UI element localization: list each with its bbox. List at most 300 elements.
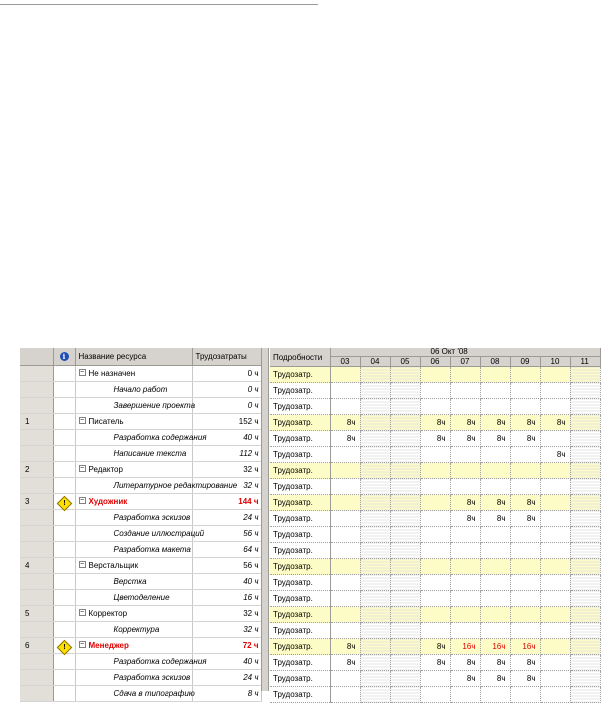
work-value-cell[interactable]: 16ч: [480, 639, 510, 655]
work-cell[interactable]: 8 ч: [192, 686, 261, 702]
work-value-cell[interactable]: [570, 383, 600, 399]
work-value-cell[interactable]: [420, 623, 450, 639]
resource-name-cell[interactable]: [75, 670, 192, 686]
work-value-cell[interactable]: [390, 671, 420, 687]
work-value-cell[interactable]: [570, 463, 600, 479]
work-value-cell[interactable]: [390, 367, 420, 383]
work-value-cell[interactable]: [390, 607, 420, 623]
work-value-cell[interactable]: [420, 367, 450, 383]
resource-row[interactable]: [20, 686, 261, 702]
indicator-cell: [53, 654, 75, 670]
work-value-cell[interactable]: 8ч: [450, 495, 480, 511]
work-value-cell[interactable]: [390, 431, 420, 447]
work-value-cell[interactable]: [390, 591, 420, 607]
work-value-cell[interactable]: 8ч: [450, 511, 480, 527]
work-cell[interactable]: 32 ч: [192, 462, 261, 478]
work-value-cell[interactable]: 8ч: [450, 415, 480, 431]
work-value-cell[interactable]: 8ч: [540, 415, 570, 431]
work-value-cell[interactable]: [570, 607, 600, 623]
work-value-cell[interactable]: [480, 527, 510, 543]
work-value-cell[interactable]: [360, 671, 390, 687]
work-value-cell[interactable]: [420, 399, 450, 415]
work-value-cell[interactable]: [330, 399, 360, 415]
work-value-cell[interactable]: [540, 575, 570, 591]
work-cell[interactable]: 56 ч: [192, 526, 261, 542]
work-value-cell[interactable]: [540, 367, 570, 383]
resource-name-cell[interactable]: [75, 606, 192, 622]
work-value-cell[interactable]: [330, 383, 360, 399]
work-value-cell[interactable]: [390, 639, 420, 655]
row-number[interactable]: [20, 526, 53, 542]
work-cell[interactable]: 56 ч: [192, 558, 261, 574]
work-value-cell[interactable]: [420, 687, 450, 703]
work-value-cell[interactable]: [450, 527, 480, 543]
work-value-cell[interactable]: [540, 463, 570, 479]
collapse-icon[interactable]: −: [79, 561, 85, 569]
work-value-cell[interactable]: [390, 543, 420, 559]
work-value-cell[interactable]: [540, 623, 570, 639]
resource-name-cell[interactable]: [75, 542, 192, 558]
work-value-cell[interactable]: 8ч: [480, 495, 510, 511]
work-value-cell[interactable]: [330, 559, 360, 575]
work-value-cell[interactable]: [510, 463, 540, 479]
work-cell[interactable]: 112 ч: [192, 446, 261, 462]
work-value-cell[interactable]: [570, 559, 600, 575]
work-value-cell[interactable]: [540, 543, 570, 559]
work-value-cell[interactable]: [360, 527, 390, 543]
collapse-icon[interactable]: −: [79, 465, 85, 473]
work-value-cell[interactable]: [420, 479, 450, 495]
work-value-cell[interactable]: 8ч: [480, 655, 510, 671]
work-value-cell[interactable]: [510, 575, 540, 591]
work-value-cell[interactable]: 8ч: [510, 495, 540, 511]
resource-name-cell[interactable]: [75, 382, 192, 398]
row-number[interactable]: [20, 542, 53, 558]
work-cell[interactable]: 144 ч: [192, 494, 261, 510]
resource-row[interactable]: [20, 398, 261, 414]
work-value-cell[interactable]: [540, 479, 570, 495]
work-value-cell[interactable]: 8ч: [420, 431, 450, 447]
resource-name-cell[interactable]: [75, 398, 196, 414]
resource-name-cell[interactable]: [75, 478, 238, 494]
work-value-cell[interactable]: [570, 415, 600, 431]
work-value-cell[interactable]: [330, 687, 360, 703]
work-value-cell[interactable]: [570, 687, 600, 703]
work-value-cell[interactable]: [360, 431, 390, 447]
work-value-cell[interactable]: [480, 399, 510, 415]
work-value-cell[interactable]: 16ч: [510, 639, 540, 655]
work-value-cell[interactable]: [330, 575, 360, 591]
resource-name-cell[interactable]: [75, 654, 207, 670]
overallocation-warning-icon[interactable]: !: [56, 640, 72, 656]
work-value-cell[interactable]: [420, 607, 450, 623]
resource-name-cell[interactable]: [75, 494, 192, 510]
work-value-cell[interactable]: [450, 575, 480, 591]
resource-name-cell[interactable]: [75, 414, 192, 430]
work-value-cell[interactable]: [360, 367, 390, 383]
work-value-cell[interactable]: [360, 687, 390, 703]
work-value-cell[interactable]: [570, 655, 600, 671]
work-value-cell[interactable]: [450, 607, 480, 623]
work-value-cell[interactable]: [420, 447, 450, 463]
work-value-cell[interactable]: 8ч: [480, 431, 510, 447]
work-value-cell[interactable]: [510, 543, 540, 559]
work-value-cell[interactable]: [480, 447, 510, 463]
work-value-cell[interactable]: [420, 591, 450, 607]
work-value-cell[interactable]: [540, 639, 570, 655]
work-value-cell[interactable]: [540, 671, 570, 687]
work-value-cell[interactable]: [510, 607, 540, 623]
work-value-cell[interactable]: [390, 559, 420, 575]
resource-row[interactable]: [20, 414, 261, 430]
resource-name: Разработка макета: [113, 545, 191, 554]
work-value-cell[interactable]: [480, 463, 510, 479]
work-value-cell[interactable]: [450, 383, 480, 399]
work-value-cell[interactable]: [360, 399, 390, 415]
work-cell[interactable]: 40 ч: [192, 430, 261, 446]
work-value-cell[interactable]: 8ч: [540, 447, 570, 463]
work-value-cell[interactable]: [450, 399, 480, 415]
resource-row[interactable]: [20, 590, 261, 606]
work-value-cell[interactable]: 8ч: [330, 431, 360, 447]
work-value-cell[interactable]: [540, 383, 570, 399]
work-value-cell[interactable]: [390, 511, 420, 527]
row-number[interactable]: [20, 430, 53, 446]
work-value-cell[interactable]: [420, 543, 450, 559]
work-value-cell[interactable]: [540, 431, 570, 447]
row-number[interactable]: [20, 446, 53, 462]
work-value-cell[interactable]: [570, 591, 600, 607]
work-value-cell[interactable]: [480, 543, 510, 559]
work-value-cell[interactable]: [330, 623, 360, 639]
work-value-cell[interactable]: 8ч: [330, 655, 360, 671]
work-value-cell[interactable]: [450, 479, 480, 495]
row-number[interactable]: [20, 510, 53, 526]
row-number-header[interactable]: [20, 348, 53, 366]
resource-name-header[interactable]: Название ресурса: [75, 348, 192, 366]
work-cell[interactable]: 32 ч: [192, 478, 261, 494]
row-number[interactable]: [20, 478, 53, 494]
indicator-cell: [53, 686, 75, 702]
resource-name-cell[interactable]: [75, 622, 192, 638]
resource-name-cell[interactable]: [75, 462, 192, 478]
resource-name-cell[interactable]: [75, 510, 192, 526]
work-value-cell[interactable]: [420, 383, 450, 399]
work-value-cell[interactable]: [510, 687, 540, 703]
resource-row[interactable]: [20, 526, 261, 542]
work-value-cell[interactable]: [570, 639, 600, 655]
work-value-cell[interactable]: [360, 479, 390, 495]
row-number[interactable]: [20, 670, 53, 686]
detail-label: Трудозатр.: [270, 479, 330, 495]
work-value-cell[interactable]: [480, 479, 510, 495]
work-value-cell[interactable]: [480, 607, 510, 623]
resource-name: Сдача в типографию: [113, 689, 195, 698]
work-value-cell[interactable]: [390, 399, 420, 415]
work-value-cell[interactable]: [480, 367, 510, 383]
work-value-cell[interactable]: [480, 575, 510, 591]
work-value-cell[interactable]: [510, 479, 540, 495]
work-value-cell[interactable]: [360, 575, 390, 591]
row-number[interactable]: 3: [20, 494, 53, 510]
work-value-cell[interactable]: [330, 367, 360, 383]
work-cell[interactable]: 32 ч: [192, 622, 261, 638]
work-value-cell[interactable]: [540, 495, 570, 511]
work-value-cell[interactable]: [510, 591, 540, 607]
row-number[interactable]: 1: [20, 414, 53, 430]
work-value-cell[interactable]: [420, 575, 450, 591]
work-value-cell[interactable]: [390, 623, 420, 639]
work-value-cell[interactable]: [390, 655, 420, 671]
work-value-cell[interactable]: 8ч: [510, 431, 540, 447]
work-value-cell[interactable]: 8ч: [450, 431, 480, 447]
resource-row[interactable]: [20, 494, 261, 510]
work-value-cell[interactable]: [360, 591, 390, 607]
work-value-cell[interactable]: 8ч: [510, 415, 540, 431]
row-number[interactable]: [20, 622, 53, 638]
row-number[interactable]: [20, 654, 53, 670]
work-value-cell[interactable]: [360, 655, 390, 671]
work-value-cell[interactable]: [390, 495, 420, 511]
row-number[interactable]: [20, 686, 53, 702]
detail-label: Трудозатр.: [270, 671, 330, 687]
work-value-cell[interactable]: [330, 543, 360, 559]
work-value-cell[interactable]: [450, 591, 480, 607]
work-value-cell[interactable]: 8ч: [420, 415, 450, 431]
work-value-cell[interactable]: [390, 687, 420, 703]
row-number[interactable]: 4: [20, 558, 53, 574]
work-value-cell[interactable]: [480, 559, 510, 575]
work-value-cell[interactable]: [420, 559, 450, 575]
work-value-cell[interactable]: [420, 511, 450, 527]
work-value-cell[interactable]: 8ч: [420, 655, 450, 671]
resource-name-cell[interactable]: [75, 638, 192, 654]
indicator-cell: [53, 558, 75, 574]
work-value-cell[interactable]: [390, 463, 420, 479]
details-header[interactable]: Подробности: [270, 348, 330, 367]
work-value-cell[interactable]: [570, 623, 600, 639]
work-header[interactable]: Трудозатраты: [192, 348, 261, 366]
work-cell[interactable]: 0 ч: [192, 366, 261, 382]
collapse-icon[interactable]: −: [79, 497, 85, 505]
resource-name-cell[interactable]: [75, 558, 192, 574]
work-value-cell[interactable]: [570, 479, 600, 495]
work-value-cell[interactable]: [450, 543, 480, 559]
work-value-cell[interactable]: [360, 607, 390, 623]
work-value-cell[interactable]: [510, 399, 540, 415]
resource-name-cell[interactable]: [75, 686, 195, 702]
resource-row[interactable]: [20, 558, 261, 574]
work-cell[interactable]: 40 ч: [192, 574, 261, 590]
work-value-cell[interactable]: [360, 495, 390, 511]
resource-row[interactable]: [20, 366, 261, 382]
work-value-cell[interactable]: [480, 687, 510, 703]
work-value-cell[interactable]: [570, 671, 600, 687]
work-value-cell[interactable]: [420, 671, 450, 687]
indicators-header[interactable]: [53, 348, 75, 366]
indicator-cell: [53, 670, 75, 686]
resource-row[interactable]: [20, 670, 261, 686]
resource-name-cell[interactable]: [75, 574, 192, 590]
work-value-cell[interactable]: [360, 463, 390, 479]
resource-name-cell[interactable]: [75, 366, 192, 382]
work-value-cell[interactable]: [480, 383, 510, 399]
row-number[interactable]: [20, 574, 53, 590]
work-value-cell[interactable]: [540, 591, 570, 607]
work-value-cell[interactable]: 8ч: [510, 655, 540, 671]
work-value-cell[interactable]: [510, 623, 540, 639]
work-cell[interactable]: 64 ч: [192, 542, 261, 558]
resource-row[interactable]: [20, 382, 261, 398]
work-value-cell[interactable]: [360, 511, 390, 527]
row-number[interactable]: [20, 382, 53, 398]
work-value-cell[interactable]: 8ч: [480, 415, 510, 431]
work-value-cell[interactable]: [360, 559, 390, 575]
work-value-cell[interactable]: [540, 399, 570, 415]
work-value-cell[interactable]: [330, 495, 360, 511]
work-value-cell[interactable]: [390, 479, 420, 495]
work-value-cell[interactable]: [570, 399, 600, 415]
row-number[interactable]: [20, 398, 53, 414]
work-value-cell[interactable]: [390, 527, 420, 543]
work-value-cell[interactable]: [390, 447, 420, 463]
work-value-cell[interactable]: [480, 591, 510, 607]
work-value-cell[interactable]: [570, 431, 600, 447]
work-value-cell[interactable]: 16ч: [450, 639, 480, 655]
resource-row[interactable]: [20, 478, 261, 494]
work-value-cell[interactable]: [450, 367, 480, 383]
work-cell[interactable]: 16 ч: [192, 590, 261, 606]
work-value-cell[interactable]: [360, 623, 390, 639]
work-value-cell[interactable]: [360, 639, 390, 655]
resource-name-cell[interactable]: [75, 590, 192, 606]
collapse-icon[interactable]: −: [79, 369, 85, 377]
work-value-cell[interactable]: [540, 511, 570, 527]
work-cell[interactable]: 40 ч: [192, 654, 261, 670]
usage-row: [270, 655, 600, 671]
work-value-cell[interactable]: 8ч: [450, 671, 480, 687]
overallocation-warning-icon[interactable]: !: [56, 496, 72, 512]
work-value-cell[interactable]: 8ч: [420, 639, 450, 655]
work-cell[interactable]: 24 ч: [192, 670, 261, 686]
work-value-cell[interactable]: [360, 383, 390, 399]
work-value-cell[interactable]: [570, 511, 600, 527]
work-value-cell[interactable]: [420, 463, 450, 479]
collapse-icon[interactable]: −: [79, 417, 85, 425]
resource-name-cell[interactable]: [75, 446, 192, 462]
work-value-cell[interactable]: 8ч: [510, 671, 540, 687]
work-value-cell[interactable]: [540, 607, 570, 623]
row-number[interactable]: 6: [20, 638, 53, 654]
resource-row[interactable]: [20, 654, 261, 670]
work-value-cell[interactable]: 8ч: [480, 511, 510, 527]
work-value-cell[interactable]: [390, 415, 420, 431]
work-value-cell[interactable]: [540, 559, 570, 575]
work-value-cell[interactable]: 8ч: [330, 639, 360, 655]
resource-row[interactable]: [20, 446, 261, 462]
work-value-cell[interactable]: [570, 447, 600, 463]
work-value-cell[interactable]: [360, 447, 390, 463]
work-value-cell[interactable]: [480, 623, 510, 639]
work-value-cell[interactable]: [330, 527, 360, 543]
work-cell[interactable]: 24 ч: [192, 510, 261, 526]
work-value-cell[interactable]: [330, 447, 360, 463]
resource-name-cell[interactable]: [75, 526, 205, 542]
row-number[interactable]: [20, 366, 53, 382]
work-value-cell[interactable]: 8ч: [450, 655, 480, 671]
work-value-cell[interactable]: [510, 447, 540, 463]
work-cell[interactable]: 32 ч: [192, 606, 261, 622]
resource-row[interactable]: [20, 638, 261, 654]
collapse-icon[interactable]: −: [79, 609, 85, 617]
work-value-cell[interactable]: [330, 511, 360, 527]
work-value-cell[interactable]: [540, 687, 570, 703]
work-cell[interactable]: 152 ч: [192, 414, 261, 430]
work-value-cell[interactable]: [510, 383, 540, 399]
work-value-cell[interactable]: [360, 543, 390, 559]
resource-name-cell[interactable]: [75, 430, 207, 446]
resource-row[interactable]: [20, 622, 261, 638]
work-value-cell[interactable]: 8ч: [330, 415, 360, 431]
work-value-cell[interactable]: [570, 543, 600, 559]
work-value-cell[interactable]: [450, 463, 480, 479]
work-value-cell[interactable]: [330, 463, 360, 479]
resource-row[interactable]: [20, 430, 261, 446]
resource-row[interactable]: [20, 574, 261, 590]
work-value-cell[interactable]: [510, 367, 540, 383]
collapse-icon[interactable]: −: [79, 641, 85, 649]
work-value-cell[interactable]: [450, 687, 480, 703]
work-value-cell[interactable]: [390, 383, 420, 399]
row-number[interactable]: 5: [20, 606, 53, 622]
work-value-cell[interactable]: [570, 367, 600, 383]
row-number[interactable]: [20, 590, 53, 606]
work-value-cell[interactable]: [330, 479, 360, 495]
work-value-cell[interactable]: [510, 527, 540, 543]
work-value-cell[interactable]: 8ч: [480, 671, 510, 687]
resource-row[interactable]: [20, 542, 261, 558]
detail-label: Трудозатр.: [270, 447, 330, 463]
work-value-cell[interactable]: [540, 655, 570, 671]
work-value-cell[interactable]: [330, 671, 360, 687]
work-value-cell[interactable]: [450, 559, 480, 575]
work-value-cell[interactable]: [450, 623, 480, 639]
row-number[interactable]: 2: [20, 462, 53, 478]
info-icon: i: [60, 352, 69, 361]
resource-row[interactable]: [20, 462, 261, 478]
work-value-cell[interactable]: 8ч: [510, 511, 540, 527]
work-value-cell[interactable]: [420, 527, 450, 543]
detail-label: Трудозатр.: [270, 383, 330, 399]
work-value-cell[interactable]: [450, 447, 480, 463]
work-value-cell[interactable]: [420, 495, 450, 511]
resource-row[interactable]: [20, 510, 261, 526]
work-cell[interactable]: 72 ч: [192, 638, 261, 654]
work-cell[interactable]: 0 ч: [192, 398, 261, 414]
work-value-cell[interactable]: [570, 575, 600, 591]
work-value-cell[interactable]: [510, 559, 540, 575]
work-value-cell[interactable]: [330, 607, 360, 623]
work-value-cell[interactable]: [360, 415, 390, 431]
work-value-cell[interactable]: [330, 591, 360, 607]
work-value-cell[interactable]: [570, 495, 600, 511]
view-splitter[interactable]: [261, 348, 269, 691]
work-value-cell[interactable]: [570, 527, 600, 543]
resource-row[interactable]: [20, 606, 261, 622]
work-value-cell[interactable]: [540, 527, 570, 543]
work-cell[interactable]: 0 ч: [192, 382, 261, 398]
work-value-cell[interactable]: [390, 575, 420, 591]
